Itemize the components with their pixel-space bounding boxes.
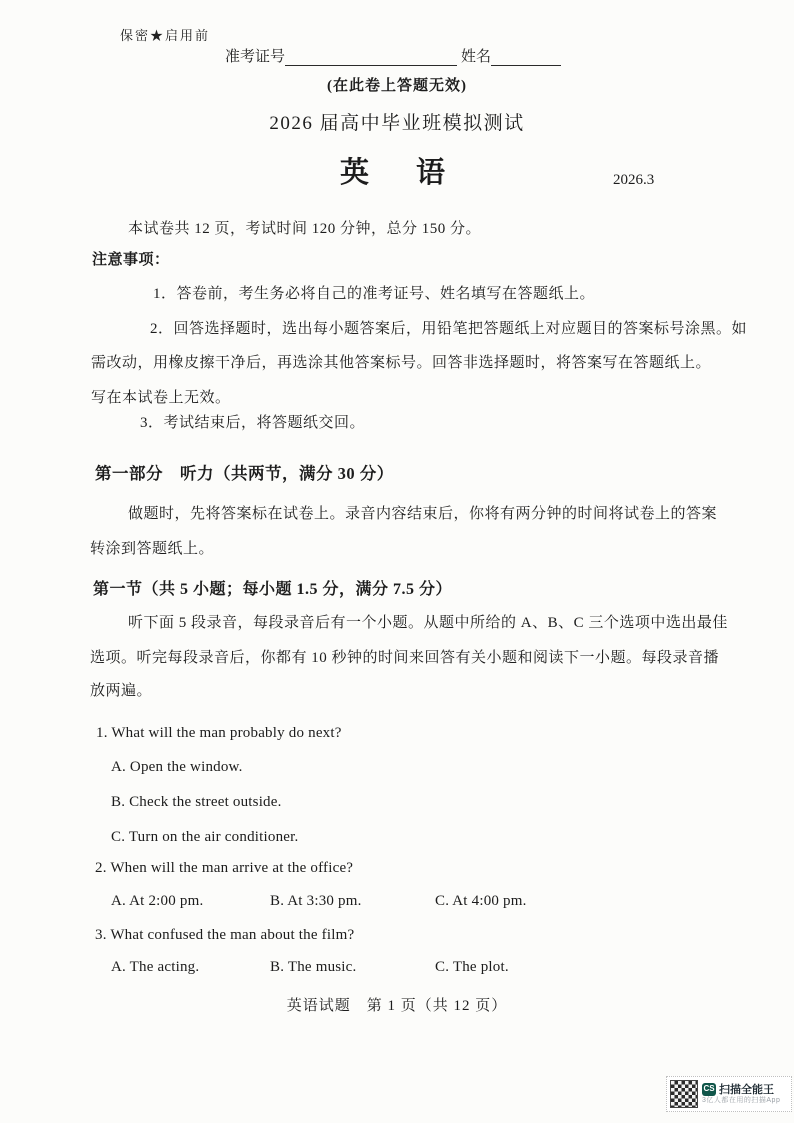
section1-line-2: 选项。听完每段录音后，你都有 10 秒钟的时间来回答有关小题和阅读下一小题。每段录音播 — [90, 650, 720, 666]
question-3-text: 3. What confused the man about the film? — [95, 927, 355, 943]
security-stamp: 保密★启用前 — [120, 28, 211, 43]
watermark-text-block — [702, 1083, 780, 1105]
qr-code-icon — [671, 1081, 697, 1107]
question-3-option-b: B. The music. — [270, 959, 357, 975]
question-2-text: 2. When will the man arrive at the office? — [95, 860, 354, 876]
invalid-answer-note: (在此卷上答题无效) — [327, 78, 467, 94]
question-1-option-c: C. Turn on the air conditioner. — [111, 829, 299, 845]
section1-line-3: 放两遍。 — [90, 683, 153, 699]
exam-title: 2026 届高中毕业班模拟测试 — [269, 113, 525, 134]
notice-item-2-line-2: 需改动，用橡皮擦干净后，再选涂其他答案标号。回答非选择题时，将答案写在答题纸上。 — [91, 355, 712, 371]
camscanner-badge-icon: CS — [702, 1083, 716, 1096]
section1-line-1: 听下面 5 段录音，每段录音后有一个小题。从题中所给的 A、B、C 三个选项中选出最佳 — [128, 615, 728, 631]
part1-heading: 第一部分 听力（共两节，满分 30 分） — [95, 464, 394, 483]
name-blank — [491, 48, 561, 66]
part1-intro-line-1: 做题时，先将答案标在试卷上。录音内容结束后，你将有两分钟的时间将试卷上的答案 — [128, 506, 718, 522]
page-footer: 英语试题 第 1 页（共 12 页） — [286, 998, 508, 1014]
watermark-slogan-text: 3亿人都在用的扫描App — [702, 1097, 781, 1105]
candidate-info-row — [225, 45, 561, 66]
watermark-brand-text: 扫描全能王 — [719, 1083, 774, 1096]
name-label: 姓名 — [461, 49, 492, 65]
question-1-text: 1. What will the man probably do next? — [96, 725, 342, 741]
paper-summary: 本试卷共 12 页，考试时间 120 分钟，总分 150 分。 — [128, 221, 482, 237]
question-1-option-a: A. Open the window. — [111, 759, 243, 775]
subject-title: 英 语 — [339, 157, 454, 189]
admission-number-blank — [285, 48, 457, 66]
admission-number-label: 准考证号 — [225, 49, 286, 65]
question-3-option-c: C. The plot. — [435, 959, 509, 975]
notice-item-3: 3．考试结束后，将答题纸交回。 — [140, 415, 366, 431]
question-2-option-a: A. At 2:00 pm. — [111, 893, 204, 909]
question-2-option-b: B. At 3:30 pm. — [270, 893, 362, 909]
camscanner-watermark — [666, 1076, 792, 1112]
notice-heading: 注意事项： — [92, 252, 170, 268]
question-1-option-b: B. Check the street outside. — [111, 794, 282, 810]
question-3-option-a: A. The acting. — [111, 959, 200, 975]
notice-item-2-line-3: 写在本试卷上无效。 — [91, 390, 231, 406]
exam-date: 2026.3 — [613, 172, 655, 188]
part1-intro-line-2: 转涂到答题纸上。 — [90, 541, 215, 557]
notice-item-2-line-1: 2．回答选择题时，选出每小题答案后，用铅笔把答题纸上对应题目的答案标号涂黑。如 — [150, 321, 748, 337]
question-2-option-c: C. At 4:00 pm. — [435, 893, 527, 909]
notice-item-1: 1．答卷前，考生务必将自己的准考证号、姓名填写在答题纸上。 — [153, 286, 596, 302]
section1-heading: 第一节（共 5 小题；每小题 1.5 分，满分 7.5 分） — [93, 581, 453, 598]
